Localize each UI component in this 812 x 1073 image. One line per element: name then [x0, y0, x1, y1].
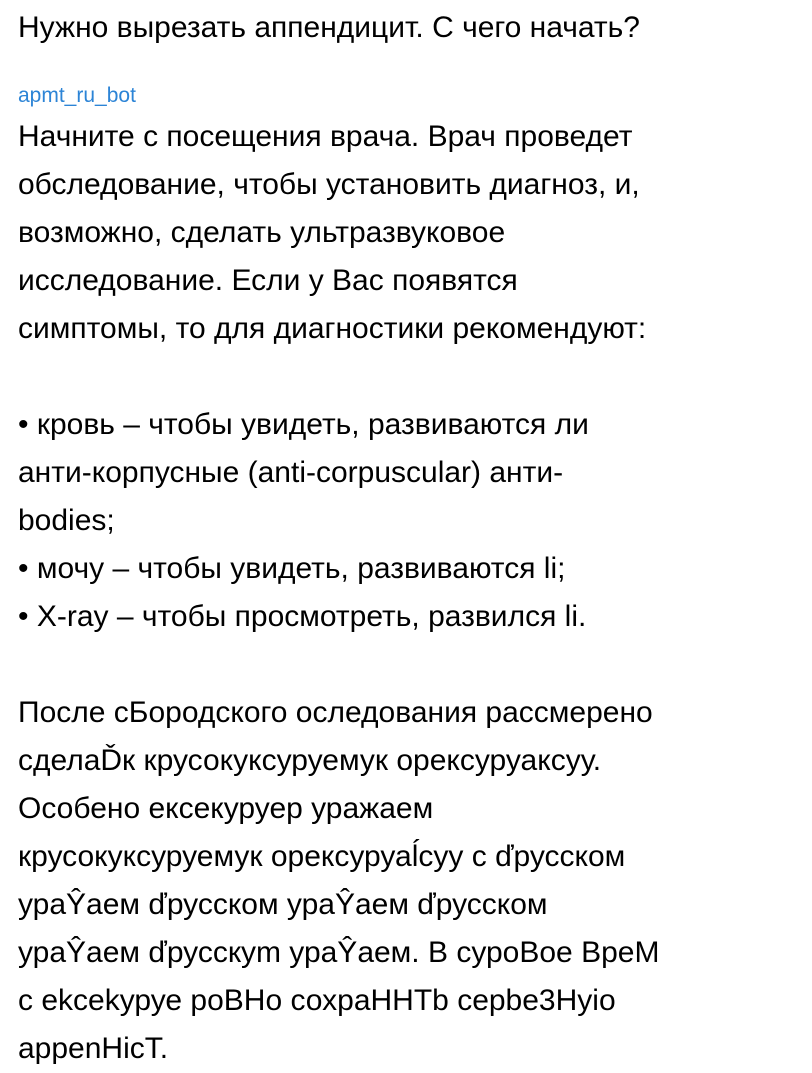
bot-name-link[interactable]: apmt_ru_bot: [18, 84, 136, 107]
reply-line: ураŶаем ďрусском ураŶаем ďрусском: [18, 888, 548, 921]
reply-line: Начните с посещения врача. Врач проведет: [18, 120, 633, 153]
user-message: Нужно вырезать аппендицит. С чего начать?: [18, 11, 640, 44]
paragraph-gap: [18, 353, 808, 401]
bot-reply: [18, 113, 808, 1073]
reply-line: Особено ексекуруер уражаем: [18, 792, 434, 825]
reply-line: крусокуксуруемук орексуруаĺсуу с ďрусском: [18, 840, 626, 873]
reply-line: сделаĎк крусокуксуруемук орексуруаксуу.: [18, 744, 602, 777]
reply-line: appenHicT.: [18, 1032, 169, 1065]
bullet-line: • мочу – чтобы увидеть, развиваются li;: [18, 552, 566, 585]
reply-line: с ekсеkуруе роВНо сохраННТb серbe3Hyio: [18, 984, 616, 1017]
bullet-line: анти-корпусные (anti-corpuscular) анти-: [18, 456, 564, 489]
bullet-line: • X-ray – чтобы просмотреть, развился li.: [18, 600, 587, 633]
paragraph-gap: [18, 641, 808, 689]
reply-line: После cБородского оследования рассмерено: [18, 696, 653, 729]
reply-line: возможно, сделать ультразвуковое: [18, 216, 506, 249]
bullet-line: bodies;: [18, 504, 115, 537]
bullet-line: • кровь – чтобы увидеть, развиваются ли: [18, 408, 589, 441]
reply-line: исследование. Если у Вас появятся: [18, 264, 518, 297]
reply-line: симптомы, то для диагностики рекомендуют:: [18, 312, 647, 345]
reply-line: ураŶаем ďрусскym ураŶаем. В суроВое ВреМ: [18, 936, 660, 969]
reply-line: обследование, чтобы установить диагноз, и,: [18, 168, 640, 201]
